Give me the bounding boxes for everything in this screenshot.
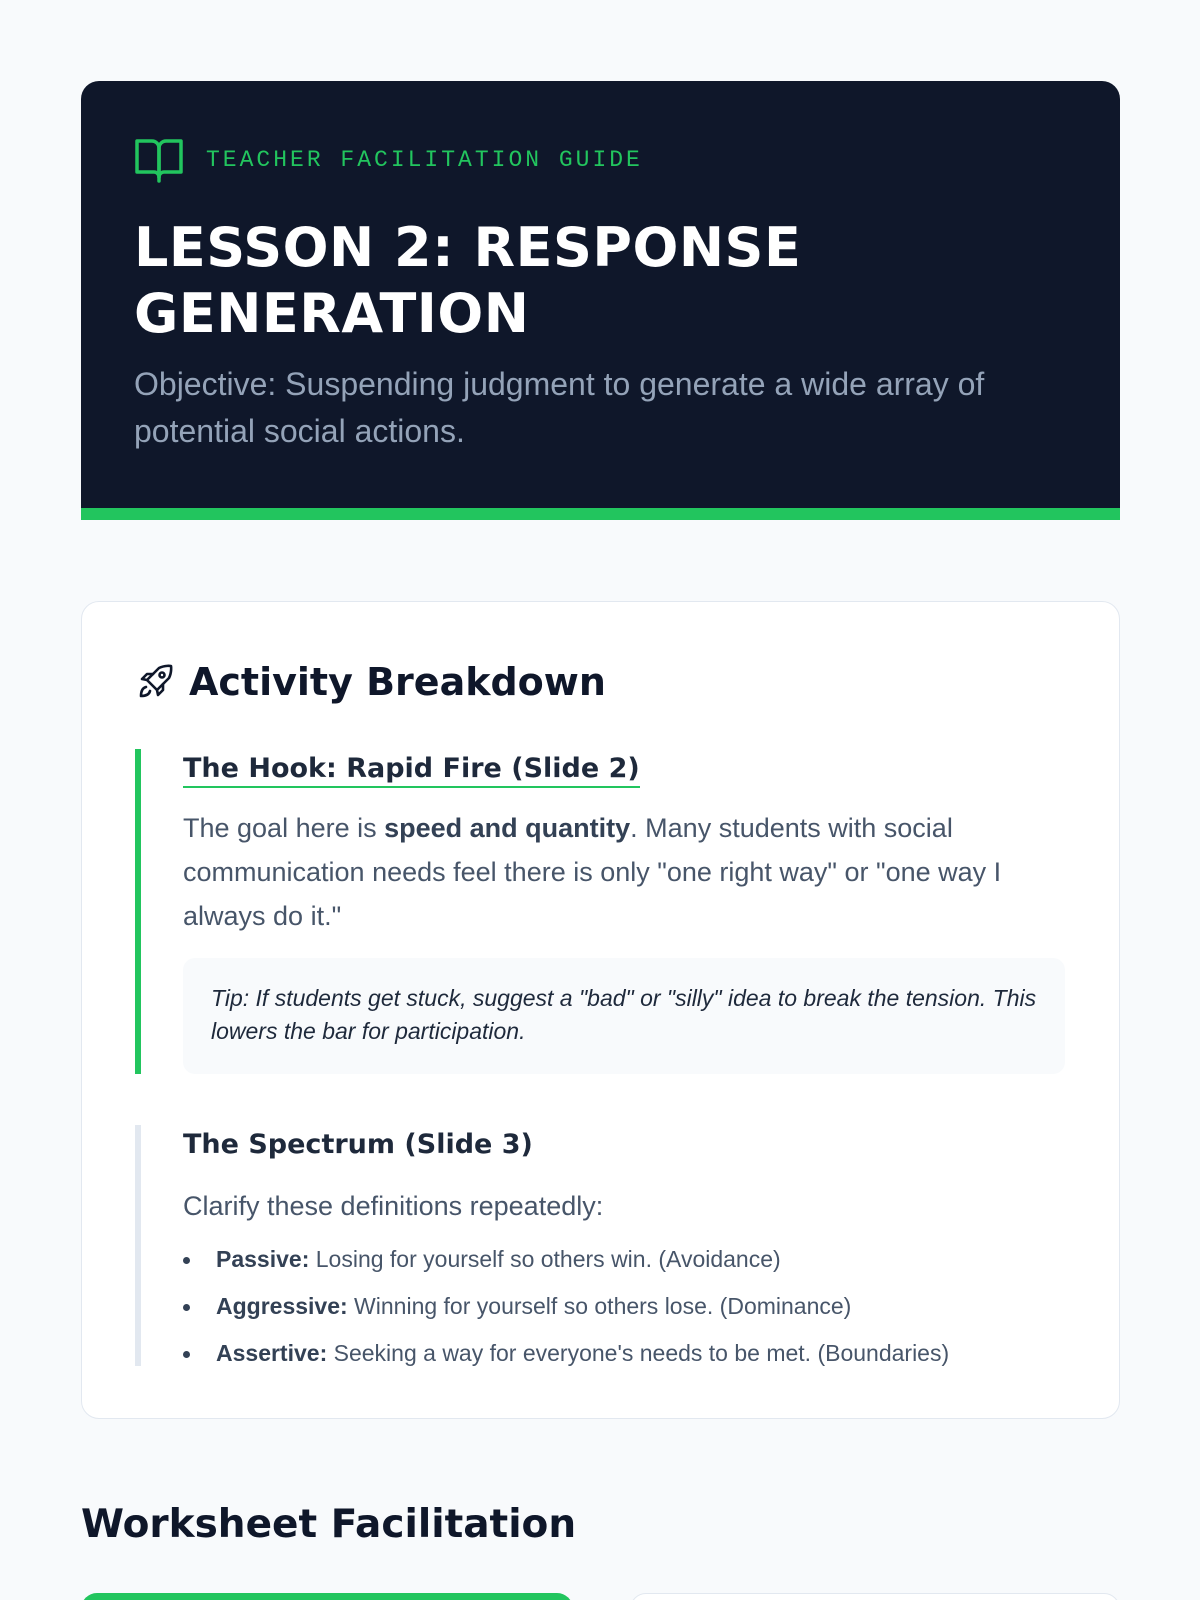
definition-text: Winning for yourself so others lose. (Dominance) — [347, 1293, 852, 1319]
hook-section — [135, 749, 1075, 1074]
activity-title: Activity Breakdown — [189, 660, 606, 704]
lesson-objective: Objective: Suspending judgment to generate a wide array of potential social actions. — [134, 366, 985, 449]
activity-card — [81, 601, 1120, 1419]
spectrum-title: The Spectrum (Slide 3) — [183, 1129, 533, 1160]
hook-para-prefix: The goal here is — [183, 813, 385, 843]
lesson-header — [81, 81, 1120, 520]
activity-heading — [135, 660, 606, 704]
eyebrow-label: TEACHER FACILITATION GUIDE — [206, 147, 643, 173]
rocket-icon — [135, 662, 175, 702]
worksheet-card-secondary — [630, 1593, 1120, 1600]
definition-term: Assertive: — [216, 1340, 328, 1366]
definition-term: Aggressive: — [216, 1293, 348, 1319]
hook-title-text: The Hook: Rapid Fire (Slide 2) — [183, 753, 640, 788]
definition-text: Seeking a way for everyone's needs to be met. (Boundaries) — [327, 1340, 950, 1366]
hook-para-suffix: . Many students with social communication needs feel there is only "one right way" or "one way I always do it." — [183, 813, 1002, 931]
hook-para-emphasis: speed and quantity — [384, 813, 631, 843]
spectrum-intro: Clarify these definitions repeatedly: — [183, 1191, 604, 1221]
definition-term: Passive: — [216, 1246, 310, 1272]
definition-list — [183, 1236, 1075, 1377]
hook-tip: Tip: If students get stuck, suggest a "bad" or "silly" idea to break the tension. This lowers the bar for participation. — [183, 958, 1065, 1074]
spectrum-section — [135, 1125, 1075, 1366]
list-item — [183, 1330, 1075, 1377]
list-item — [183, 1236, 1075, 1283]
hook-title — [183, 753, 1075, 784]
guide-eyebrow — [134, 137, 643, 183]
list-item — [183, 1283, 1075, 1330]
worksheet-card-primary — [81, 1593, 573, 1600]
hook-description — [183, 806, 1075, 938]
page-title: LESSON 2: RESPONSE GENERATION — [134, 216, 802, 345]
accent-bar — [81, 508, 1120, 520]
book-open-icon — [134, 137, 184, 183]
definition-text: Losing for yourself so others win. (Avoidance) — [309, 1246, 781, 1272]
worksheet-title: Worksheet Facilitation — [81, 1502, 577, 1547]
